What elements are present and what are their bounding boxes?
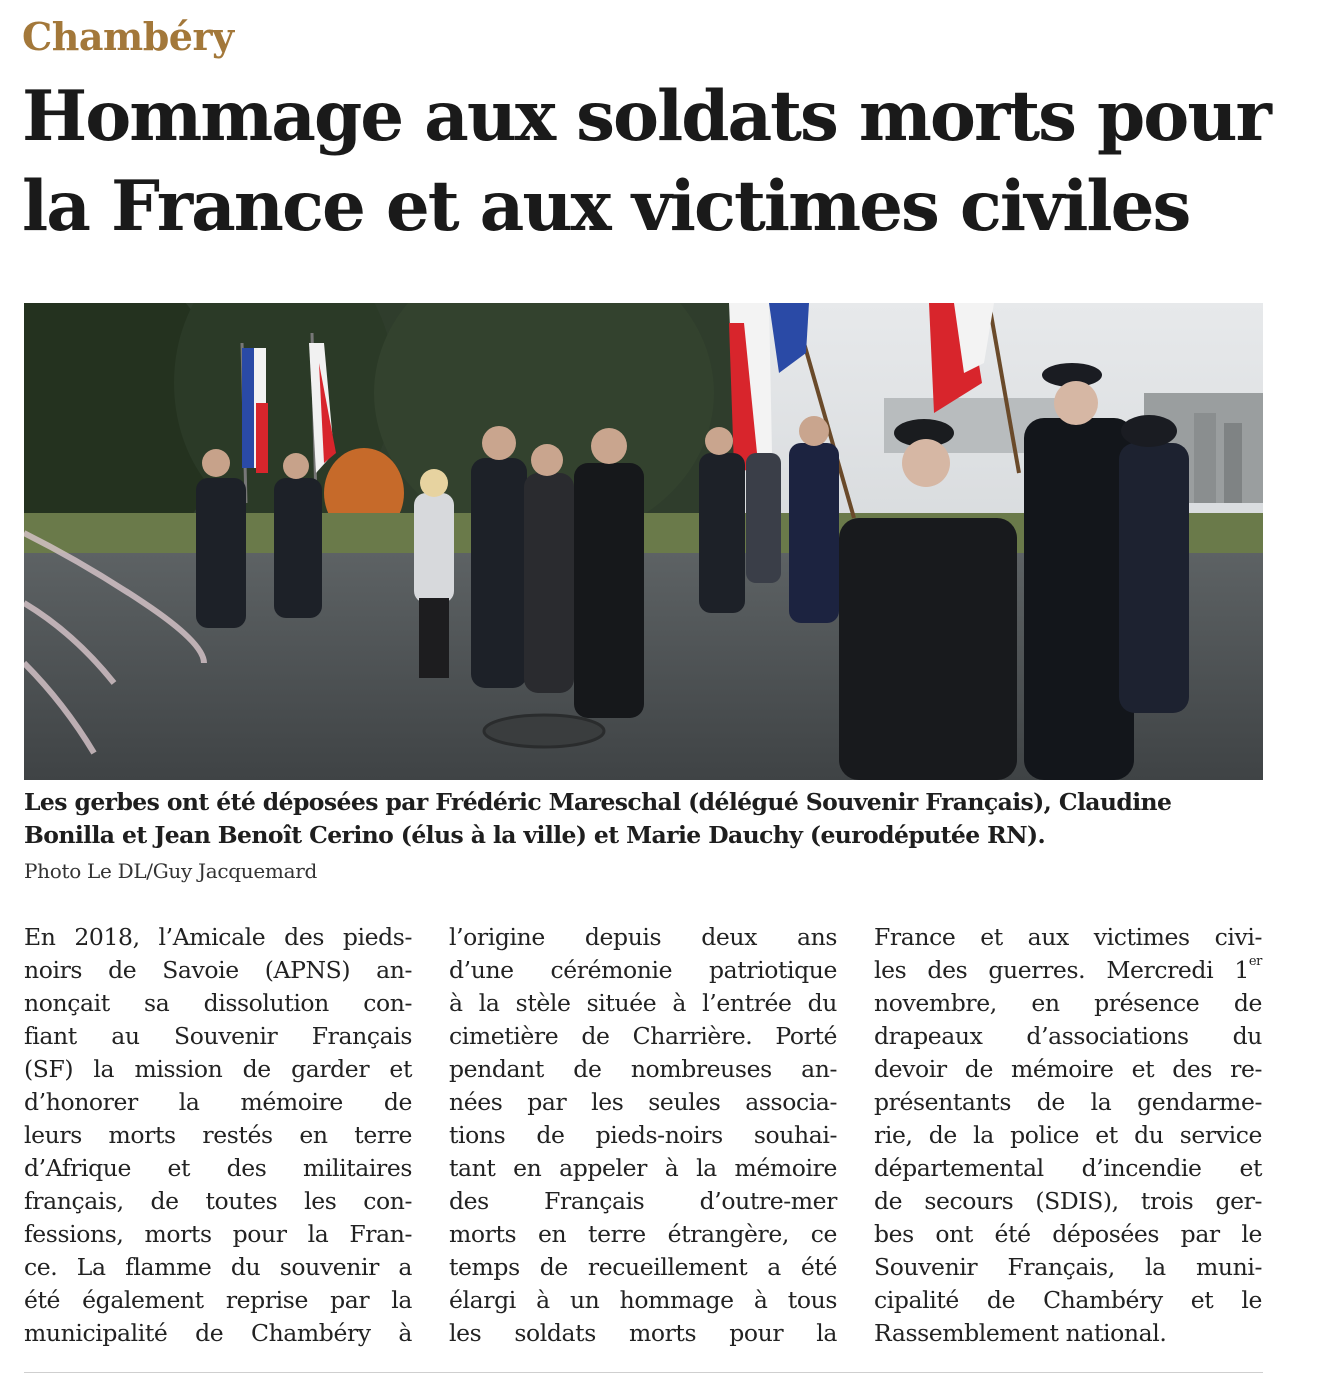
body-line: tions de pieds-noirs souhai- <box>449 1121 837 1149</box>
body-line: municipalité de Chambéry à <box>24 1319 412 1347</box>
body-line: Souvenir Français, la muni- <box>874 1253 1262 1281</box>
body-column-2 <box>449 921 837 1350</box>
body-line: morts en terre étrangère, ce <box>449 1220 837 1248</box>
body-line: l’origine depuis deux ans <box>449 923 837 951</box>
body-line: à la stèle située à l’entrée du <box>449 989 837 1017</box>
body-line: pendant de nombreuses an- <box>449 1055 837 1083</box>
body-line: d’une cérémonie patriotique <box>449 956 837 984</box>
headline <box>22 72 1312 252</box>
body-line: départemental d’incendie et <box>874 1154 1262 1182</box>
body-line: fiant au Souvenir Français <box>24 1022 412 1050</box>
body-line: nonçait sa dissolution con- <box>24 989 412 1017</box>
body-line: bes ont été déposées par le <box>874 1220 1262 1248</box>
body-line: devoir de mémoire et des re- <box>874 1055 1262 1083</box>
body-line: nées par les seules associa- <box>449 1088 837 1116</box>
body-column-1 <box>24 921 412 1350</box>
ordinal-superscript: er <box>1248 954 1262 970</box>
body-line: d’Afrique et des militaires <box>24 1154 412 1182</box>
section-rubric: Chambéry <box>22 14 234 59</box>
body-line: élargi à un hommage à tous <box>449 1286 837 1314</box>
body-line: d’honorer la mémoire de <box>24 1088 412 1116</box>
body-line: cimetière de Charrière. Porté <box>449 1022 837 1050</box>
ceremony-photo-illustration <box>24 303 1263 780</box>
body-line: des Français d’outre-mer <box>449 1187 837 1215</box>
body-line: ce. La flamme du souvenir a <box>24 1253 412 1281</box>
body-line: cipalité de Chambéry et le <box>874 1286 1262 1314</box>
body-line: français, de toutes les con- <box>24 1187 412 1215</box>
body-column-3 <box>874 921 1262 1350</box>
photo-credit: Photo Le DL/Guy Jacquemard <box>24 859 317 883</box>
body-line: En 2018, l’Amicale des pieds- <box>24 923 412 951</box>
bottom-rule <box>24 1372 1263 1373</box>
body-line: novembre, en présence de <box>874 989 1262 1017</box>
body-line: temps de recueillement a été <box>449 1253 837 1281</box>
body-line: leurs morts restés en terre <box>24 1121 412 1149</box>
body-line: drapeaux d’associations du <box>874 1022 1262 1050</box>
headline-line-2: la France et aux victimes civiles <box>22 166 1190 247</box>
body-line: fessions, morts pour la Fran- <box>24 1220 412 1248</box>
body-line: présentants de la gendarme- <box>874 1088 1262 1116</box>
body-line: les soldats morts pour la <box>449 1319 837 1347</box>
body-line: noirs de Savoie (APNS) an- <box>24 956 412 984</box>
headline-line-1: Hommage aux soldats morts pour <box>22 76 1270 157</box>
body-line: été également reprise par la <box>24 1286 412 1314</box>
caption-line-2: Bonilla et Jean Benoît Cerino (élus à la ville) et Marie Dauchy (eurodéputée RN). <box>24 821 1046 849</box>
body-line <box>874 954 1262 987</box>
caption-line-1: Les gerbes ont été déposées par Frédéric Mareschal (délégué Souvenir Français), Claudine <box>24 788 1172 816</box>
body-line: (SF) la mission de garder et <box>24 1055 412 1083</box>
body-line: France et aux victimes civi- <box>874 923 1262 951</box>
ceremony-photo <box>24 303 1263 780</box>
body-line: tant en appeler à la mémoire <box>449 1154 837 1182</box>
body-line: rie, de la police et du service <box>874 1121 1262 1149</box>
photo-caption <box>24 786 1284 852</box>
body-line: de secours (SDIS), trois ger- <box>874 1187 1262 1215</box>
body-line: Rassemblement national. <box>874 1319 1167 1347</box>
body-line-text: les des guerres. Mercredi 1 <box>874 956 1249 984</box>
